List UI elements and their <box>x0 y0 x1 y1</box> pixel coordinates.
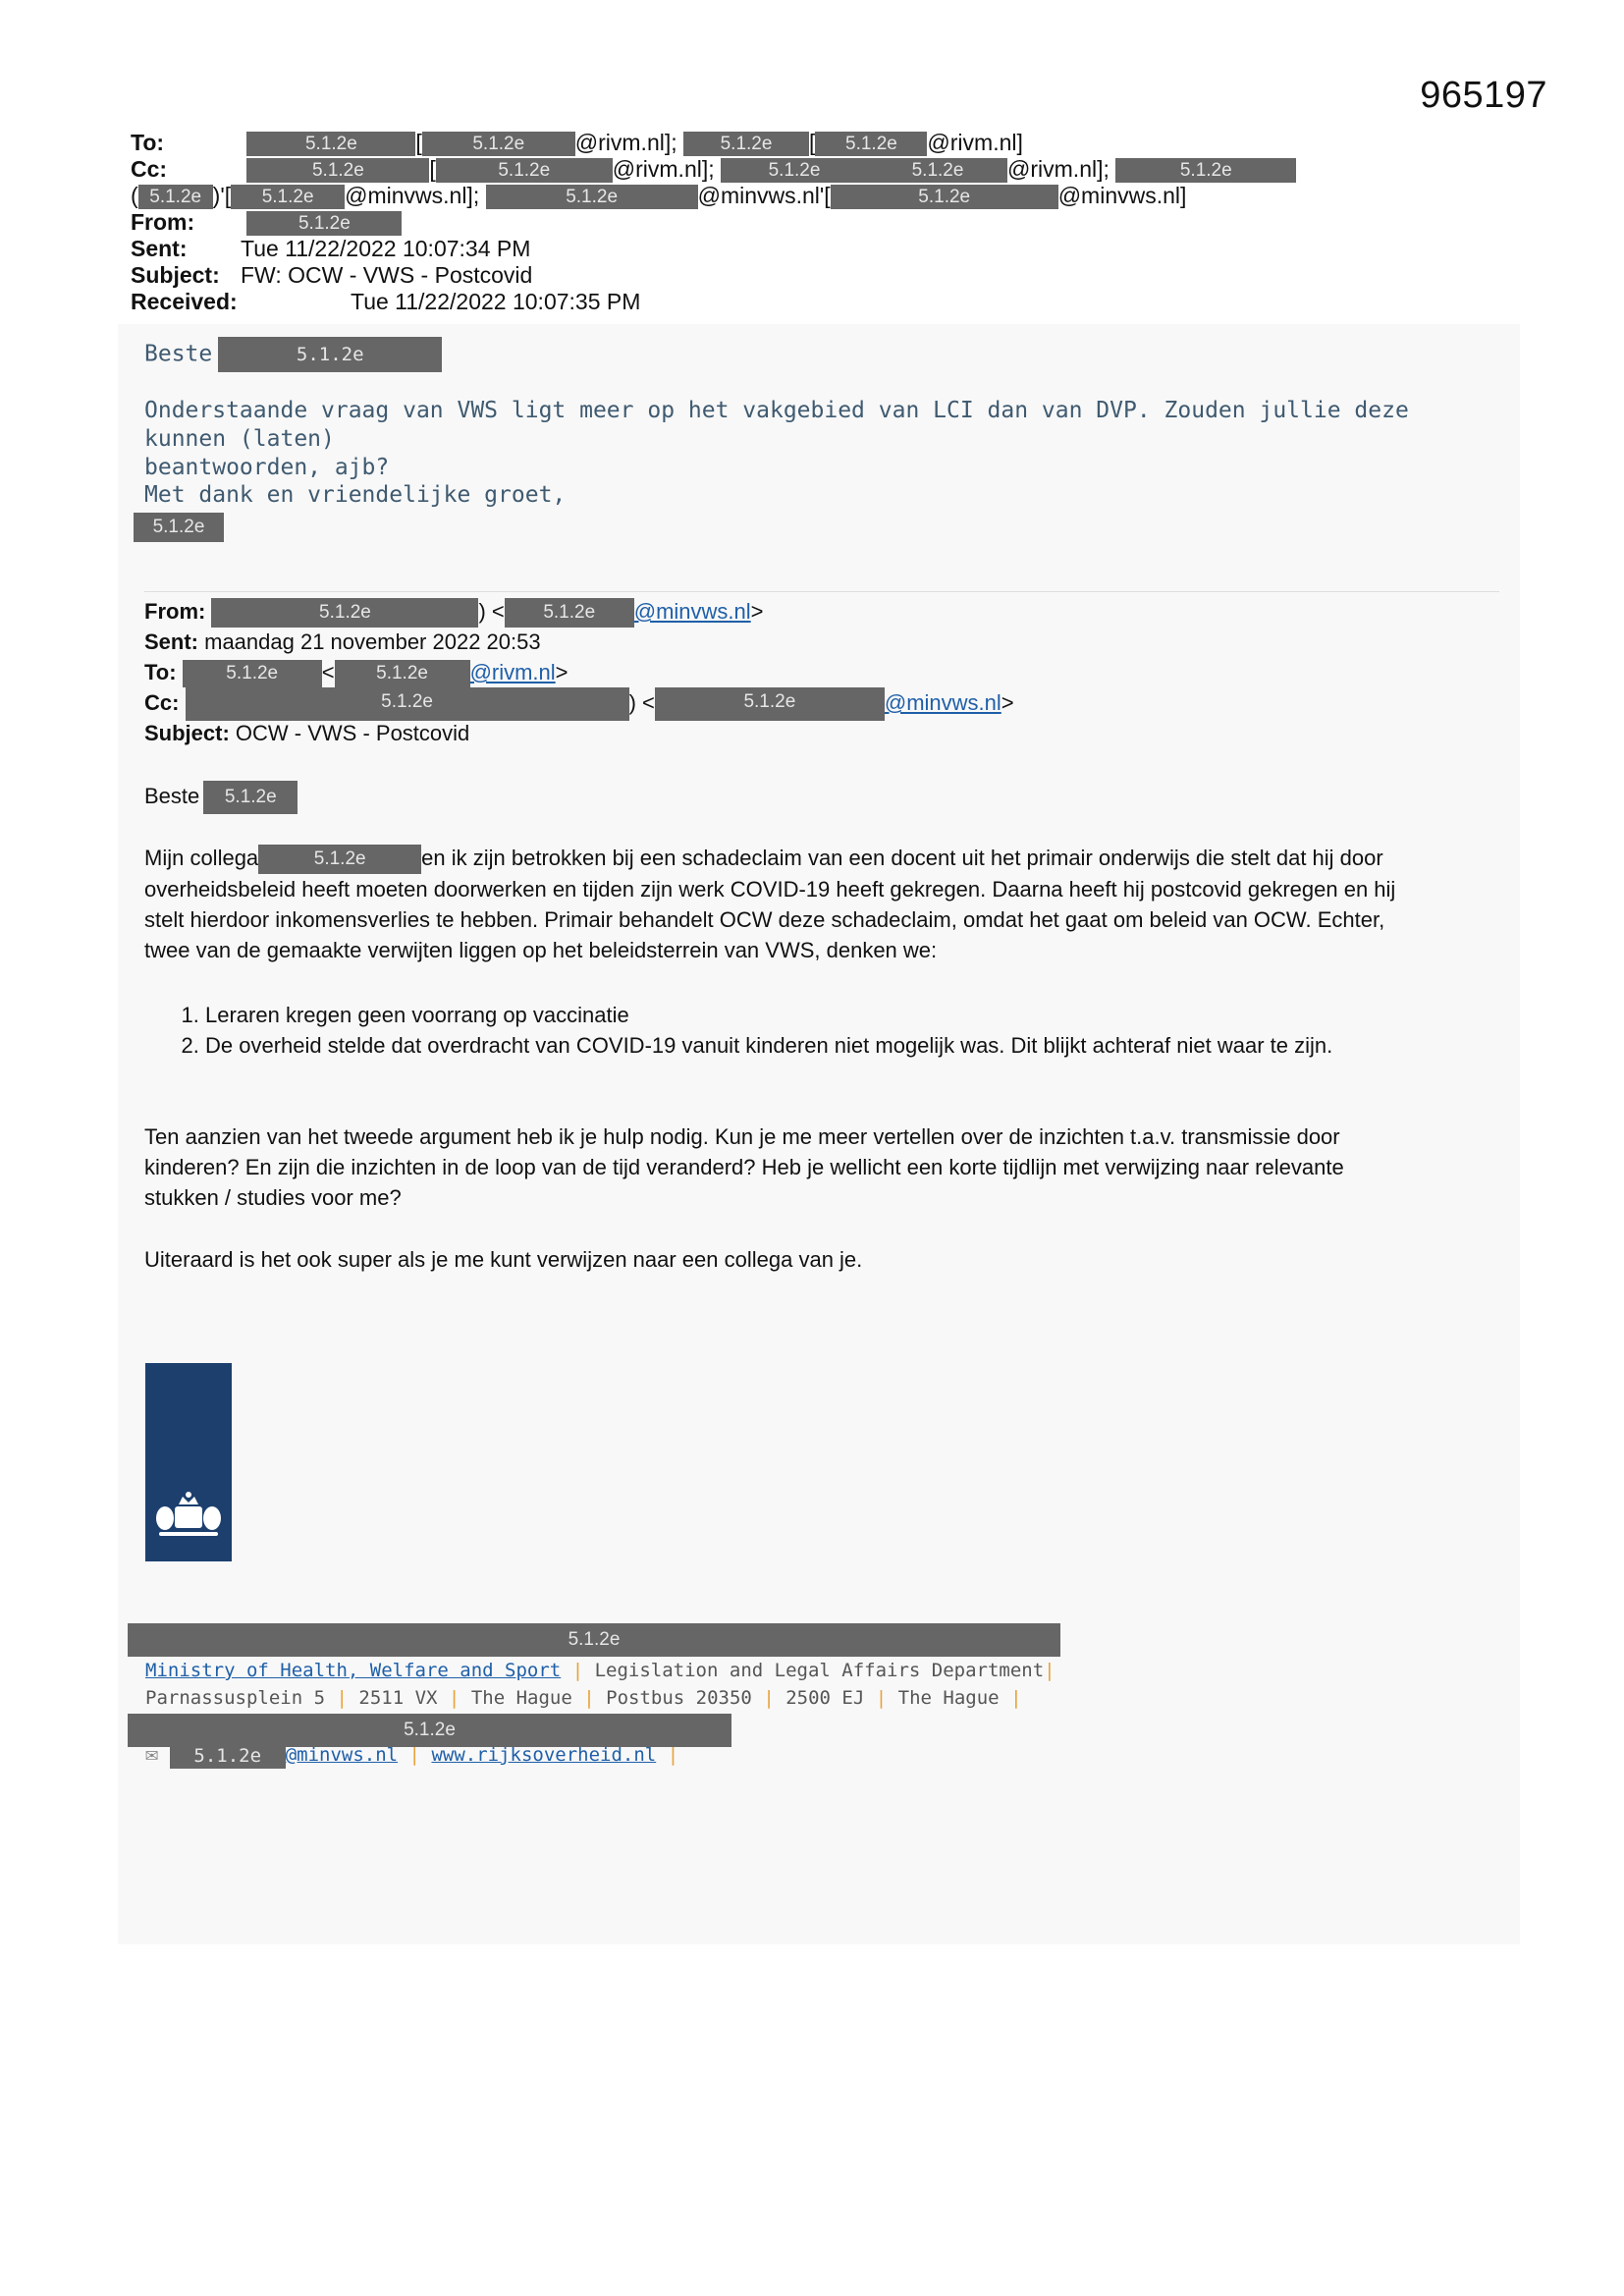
message2-paragraph-1 <box>144 843 1499 965</box>
fwd-subject-row <box>144 718 1014 748</box>
message2-list <box>144 1000 1499 1061</box>
subject-label: Subject: <box>131 262 220 288</box>
redaction: 5.1.2e <box>128 1623 1060 1657</box>
signature-address <box>145 1684 1022 1712</box>
address-part: 2500 EJ <box>785 1687 865 1709</box>
separator: | <box>667 1744 679 1766</box>
redaction: 5.1.2e <box>218 337 442 372</box>
list-item: 2. De overheid stelde dat overdracht van COVID-19 vanuit kinderen niet mogelijk was. Dit blijkt achteraf niet waar te zijn. <box>205 1030 1499 1061</box>
text: Mijn collega <box>144 846 259 870</box>
cc-label: Cc: <box>131 156 168 182</box>
separator-line <box>144 591 1499 592</box>
text: > <box>750 599 764 624</box>
envelope-icon: ✉ <box>145 1742 159 1767</box>
fwd-from-row <box>144 596 1014 627</box>
separator: | <box>408 1744 420 1766</box>
redaction: 5.1.2e <box>186 687 629 721</box>
redaction: 5.1.2e <box>211 598 478 628</box>
message2-paragraph-3: Uiteraard is het ook super als je me kunt verwijzen naar een collega van je. <box>144 1247 863 1272</box>
signature-line-1 <box>145 1657 1056 1684</box>
forwarded-header <box>144 596 1014 748</box>
website-link[interactable]: www.rijksoverheid.nl <box>431 1744 657 1766</box>
redaction: 5.1.2e <box>138 185 213 209</box>
received-label: Received: <box>131 289 238 314</box>
separator: | <box>1010 1687 1022 1709</box>
redaction: 5.1.2e <box>1115 158 1296 183</box>
to-label: To: <box>131 130 165 155</box>
fwd-sent-row <box>144 627 1014 657</box>
signer-redaction <box>134 513 224 542</box>
redaction: 5.1.2e <box>655 687 885 721</box>
redaction: 5.1.2e <box>246 211 402 236</box>
separator: | <box>763 1687 775 1709</box>
redaction: 5.1.2e <box>335 660 470 687</box>
received-value: Tue 11/22/2022 10:07:35 PM <box>351 289 641 314</box>
fwd-to-row <box>144 657 1014 687</box>
signature-contact-line <box>145 1741 678 1769</box>
redaction: 5.1.2e <box>422 132 575 156</box>
separator: | <box>448 1687 460 1709</box>
cc-domain-5: @minvws.nl] <box>1057 183 1187 208</box>
from-row <box>131 209 1289 236</box>
text: > <box>555 660 568 684</box>
bracket: )'[ <box>212 183 232 208</box>
body-line: Onderstaande vraag van VWS ligt meer op het vakgebied van LCI dan van DVP. Zouden jullie deze kunnen (laten) <box>144 398 1409 452</box>
government-logo <box>145 1363 232 1561</box>
subject-row <box>131 262 1289 289</box>
email-link[interactable]: @minvws.nl <box>285 1744 399 1766</box>
separator: | <box>1044 1660 1056 1681</box>
subject-value: FW: OCW - VWS - Postcovid <box>241 262 533 288</box>
message1-body <box>144 397 1499 482</box>
text: ) < <box>628 690 655 715</box>
sent-value: Tue 11/22/2022 10:07:34 PM <box>241 236 531 261</box>
redaction: 5.1.2e <box>868 158 1007 183</box>
greeting: Beste <box>144 784 200 808</box>
redaction: 5.1.2e <box>170 1743 286 1769</box>
address-part: The Hague <box>897 1687 1000 1709</box>
address-part: The Hague <box>470 1687 572 1709</box>
greeting: Beste <box>144 341 213 367</box>
cc-row <box>131 156 1289 183</box>
redaction: 5.1.2e <box>183 660 322 687</box>
to-label: To: <box>144 660 177 684</box>
bracket: [ <box>415 130 422 155</box>
redaction: 5.1.2e <box>486 185 698 209</box>
to-domain-2: @rivm.nl] <box>927 130 1023 155</box>
email-link[interactable]: @minvws.nl <box>884 690 1001 715</box>
email-link[interactable]: @minvws.nl <box>633 599 751 624</box>
to-row <box>131 130 1289 156</box>
redaction: 5.1.2e <box>721 158 868 183</box>
redaction: 5.1.2e <box>683 132 809 156</box>
signature-name-redaction <box>128 1623 1060 1657</box>
redaction: 5.1.2e <box>231 185 345 209</box>
bracket: [ <box>809 130 816 155</box>
text: en ik zijn betrokken bij een schadeclaim van een docent uit het primair onderwijs die stelt dat hij door <box>421 846 1383 870</box>
cc-domain-4: @minvws.nl'[ <box>697 183 831 208</box>
redaction: 5.1.2e <box>436 158 613 183</box>
bracket: [ <box>429 156 436 182</box>
body-line: stelt hierdoor inkomensverlies te hebben. Primair behandelt OCW deze schadeclaim, omdat het gaat om beleid van OCW. Echter, <box>144 907 1385 933</box>
redaction: 5.1.2e <box>134 513 224 542</box>
redaction: 5.1.2e <box>815 132 927 156</box>
message2-greeting-line <box>144 781 1499 814</box>
to-domain-1: @rivm.nl]; <box>574 130 677 155</box>
body-line: kinderen? En zijn die inzichten in de loop van de tijd veranderd? Heb je wellicht een korte tijdlijn met verwijzing naar relevante <box>144 1155 1344 1179</box>
body-line: Ten aanzien van het tweede argument heb ik je hulp nodig. Kun je me meer vertellen over de inzichten t.a.v. transmissie door <box>144 1124 1340 1149</box>
from-label: From: <box>144 599 206 624</box>
list-item: 1. Leraren kregen geen voorrang op vaccinatie <box>205 1000 1499 1030</box>
received-row <box>131 289 1289 315</box>
body-line <box>144 843 1499 874</box>
separator: | <box>571 1660 584 1681</box>
subject-label: Subject: <box>144 721 230 745</box>
from-label: From: <box>131 209 195 235</box>
redaction: 5.1.2e <box>505 598 634 628</box>
redaction: 5.1.2e <box>203 781 298 814</box>
cc-label: Cc: <box>144 690 180 715</box>
email-header <box>131 130 1289 315</box>
redaction: 5.1.2e <box>246 158 429 183</box>
sent-row <box>131 236 1289 262</box>
redaction: 5.1.2e <box>246 132 415 156</box>
sent-value: maandag 21 november 2022 20:53 <box>204 629 541 654</box>
redaction: 5.1.2e <box>831 185 1058 209</box>
body-line: overheidsbeleid heeft moeten doorwerken en tijden zijn werk COVID-19 heeft gekregen. Daarna heeft hij postcovid gekregen en hij <box>144 877 1396 902</box>
message1-closing: Met dank en vriendelijke groet, <box>144 482 567 508</box>
separator: | <box>875 1687 888 1709</box>
message1-greeting-line <box>144 337 1499 372</box>
text: ) < <box>478 599 505 624</box>
body-line: stukken / studies voor me? <box>144 1185 402 1210</box>
separator: | <box>336 1687 348 1709</box>
text: > <box>1001 690 1014 715</box>
email-link[interactable]: @rivm.nl <box>469 660 556 684</box>
cc-domain-2: @rivm.nl]; <box>1007 156 1110 182</box>
text: < <box>321 660 335 684</box>
sent-label: Sent: <box>131 236 188 261</box>
ministry-link[interactable]: Ministry of Health, Welfare and Sport <box>145 1660 562 1681</box>
redaction: 5.1.2e <box>128 1714 731 1747</box>
address-part: Parnassusplein 5 <box>145 1687 326 1709</box>
separator: | <box>583 1687 595 1709</box>
redaction: 5.1.2e <box>258 845 421 874</box>
cc-row-2 <box>131 183 1289 209</box>
body-line: twee van de gemaakte verwijten liggen op het beleidsterrein van VWS, denken we: <box>144 938 938 963</box>
address-part: Postbus 20350 <box>606 1687 752 1709</box>
subject-value: OCW - VWS - Postcovid <box>235 721 470 745</box>
cc-domain-3: @minvws.nl]; <box>345 183 480 208</box>
fwd-cc-row <box>144 687 1014 718</box>
document-number: 965197 <box>1420 75 1547 116</box>
body-line: beantwoorden, ajb? <box>144 455 390 480</box>
paren: ( <box>131 183 138 208</box>
cc-domain-1: @rivm.nl]; <box>612 156 715 182</box>
department: Legislation and Legal Affairs Department <box>594 1660 1045 1681</box>
address-part: 2511 VX <box>358 1687 438 1709</box>
message2-paragraph-2 <box>144 1121 1499 1213</box>
sent-label: Sent: <box>144 629 198 654</box>
crest-icon <box>145 1363 232 1561</box>
